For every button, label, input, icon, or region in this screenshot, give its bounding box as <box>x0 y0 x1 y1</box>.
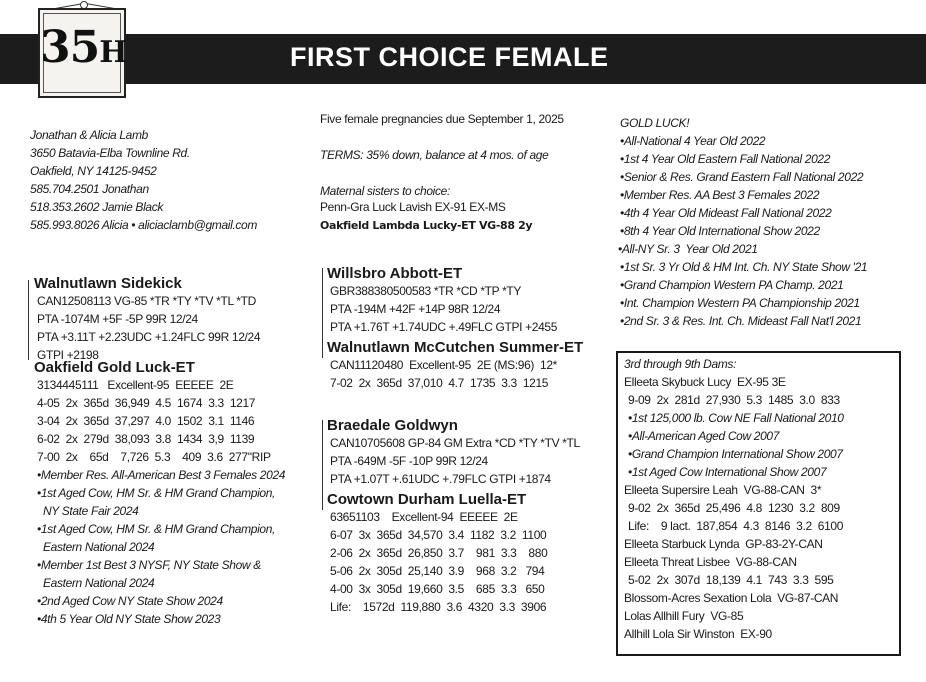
dam-honor: Eastern National 2024 <box>37 540 155 554</box>
gold-luck-honor: •4th 4 Year Old Mideast Fall National 2022 <box>620 206 832 220</box>
pregnancies-note: Five female pregnancies due September 1, 2025 <box>320 112 564 126</box>
dam-honor: •1st Aged Cow, HM Sr. & HM Grand Champion, <box>37 486 276 500</box>
dam-line: 7-00 2x 65d 7,726 5.3 409 3.6 277"RIP <box>37 450 271 464</box>
sire-line: PTA +3.11T +2.23UDC +1.24FLC 99R 12/24 <box>37 330 261 344</box>
abbott-bracket <box>322 268 323 358</box>
consignor-address: 3650 Batavia-Elba Townline Rd. <box>30 146 190 160</box>
goldwyn-line: CAN10705608 GP-84 GM Extra *CD *TY *TV *TL <box>330 436 580 450</box>
sire-line: PTA -1074M +5F -5P 99R 12/24 <box>37 312 198 326</box>
goldwyn-bracket <box>322 420 323 510</box>
lot-number-digits: 35 <box>40 22 100 73</box>
dams-line: Elleeta Starbuck Lynda GP-83-2Y-CAN <box>624 537 823 551</box>
dam-line: 3134445111 Excellent-95 EEEEE 2E <box>37 378 234 392</box>
lot-number <box>40 22 127 73</box>
consignor-phone-1: 585.704.2501 Jonathan <box>30 182 149 196</box>
dams-line: Lolas Allhill Fury VG-85 <box>624 609 744 623</box>
dams-line: Allhill Lola Sir Winston EX-90 <box>624 627 772 641</box>
dams-line: •1st Aged Cow International Show 2007 <box>628 465 827 479</box>
abbott-line: PTA -194M +42F +14P 98R 12/24 <box>330 302 501 316</box>
dam-name: Oakfield Gold Luck-ET <box>34 359 195 376</box>
abbott-line: GBR388380500583 *TR *CD *TP *TY <box>330 284 522 298</box>
summer-line: CAN11120480 Excellent-95 2E (MS:96) 12* <box>330 358 557 372</box>
sire-line: GTPI +2198 <box>37 348 99 362</box>
gold-luck-honor: •All-NY Sr. 3 Year Old 2021 <box>618 242 758 256</box>
consignor-phone-3: 585.993.8026 Alicia • aliciaclamb@gmail.com <box>30 218 258 232</box>
luella-line: 5-06 2x 305d 25,140 3.9 968 3.2 794 <box>330 564 545 578</box>
dam-line: 3-04 2x 365d 37,297 4.0 1502 3.1 1146 <box>37 414 255 428</box>
dams-line: 9-09 2x 281d 27,930 5.3 1485 3.0 833 <box>628 393 840 407</box>
dams-line: •Grand Champion International Show 2007 <box>628 447 843 461</box>
sire-bracket <box>28 280 29 360</box>
dams-line: 9-02 2x 365d 25,496 4.8 1230 3.2 809 <box>628 501 840 515</box>
dam-honor: •2nd Aged Cow NY State Show 2024 <box>37 594 223 608</box>
consignor-name: Jonathan & Alicia Lamb <box>30 128 148 142</box>
dam-honor: NY State Fair 2024 <box>37 504 139 518</box>
dam-honor: •Member 1st Best 3 NYSF, NY State Show & <box>37 558 261 572</box>
luella-line: 6-07 3x 365d 34,570 3.4 1182 3.2 1100 <box>330 528 547 542</box>
gold-luck-honor: •2nd Sr. 3 & Res. Int. Ch. Mideast Fall Nat'l 2021 <box>620 314 862 328</box>
sire-name: Walnutlawn Sidekick <box>34 275 182 292</box>
luella-line: 2-06 2x 365d 26,850 3.7 981 3.3 880 <box>330 546 548 560</box>
dams-line: Blossom-Acres Sexation Lola VG-87-CAN <box>624 591 839 605</box>
gold-luck-honor: •Senior & Res. Grand Eastern Fall National 2022 <box>620 170 864 184</box>
luella-line: Life: 1572d 119,880 3.6 4320 3.3 3906 <box>330 600 547 614</box>
dams-line: Elleeta Threat Lisbee VG-88-CAN <box>624 555 797 569</box>
abbott-line: PTA +1.76T +1.74UDC +.49FLC GTPI +2455 <box>330 320 558 334</box>
gold-luck-honor: •Grand Champion Western PA Champ. 2021 <box>620 278 844 292</box>
dam-honor: •4th 5 Year Old NY State Show 2023 <box>37 612 221 626</box>
consignor-phone-2: 518.353.2602 Jamie Black <box>30 200 164 214</box>
dam-honor: •1st Aged Cow, HM Sr. & HM Grand Champion, <box>37 522 276 536</box>
dams-line: •All-American Aged Cow 2007 <box>628 429 780 443</box>
terms-note: TERMS: 35% down, balance at 4 mos. of age <box>320 148 549 162</box>
goldwyn-line: PTA +1.07T +.61UDC +.79FLC GTPI +1874 <box>330 472 551 486</box>
maternal-sister-2: Oakfield Lambda Lucky-ET VG-88 2y <box>320 219 533 232</box>
gold-luck-honor: •Int. Champion Western PA Championship 2021 <box>620 296 860 310</box>
page-title: FIRST CHOICE FEMALE <box>290 42 609 72</box>
lot-tag <box>38 8 126 98</box>
dam-line: 4-05 2x 365d 36,949 4.5 1674 3.3 1217 <box>37 396 256 410</box>
maternal-sister-1: Penn-Gra Luck Lavish EX-91 EX-MS <box>320 200 506 214</box>
dams-line: Elleeta Skybuck Lucy EX-95 3E <box>624 375 786 389</box>
gold-luck-honor: •1st 4 Year Old Eastern Fall National 2022 <box>620 152 831 166</box>
dam-honor: •Member Res. All-American Best 3 Females 2024 <box>37 468 286 482</box>
gold-luck-honor: •1st Sr. 3 Yr Old & HM Int. Ch. NY State Show '21 <box>620 260 868 274</box>
gold-luck-honor: •8th 4 Year Old International Show 2022 <box>620 224 820 238</box>
dams-heading: 3rd through 9th Dams: <box>624 357 737 371</box>
sire-line: CAN12508113 VG-85 *TR *TY *TV *TL *TD <box>37 294 256 308</box>
dam-honor: Eastern National 2024 <box>37 576 155 590</box>
goldwyn-name: Braedale Goldwyn <box>327 417 458 434</box>
summer-name: Walnutlawn McCutchen Summer-ET <box>327 339 584 356</box>
luella-line: 63651103 Excellent-94 EEEEE 2E <box>330 510 518 524</box>
gold-luck-heading: GOLD LUCK! <box>620 116 690 130</box>
lot-number-suffix: H <box>99 35 127 70</box>
maternal-sisters-heading: Maternal sisters to choice: <box>320 184 450 198</box>
dam-line: 6-02 2x 279d 38,093 3.8 1434 3,9 1139 <box>37 432 255 446</box>
luella-name: Cowtown Durham Luella-ET <box>327 491 527 508</box>
abbott-name: Willsbro Abbott-ET <box>327 265 463 282</box>
dams-line: Life: 9 lact. 187,854 4.3 8146 3.2 6100 <box>628 519 844 533</box>
dams-line: 5-02 2x 307d 18,139 4.1 743 3.3 595 <box>628 573 834 587</box>
luella-line: 4-00 3x 305d 19,660 3.5 685 3.3 650 <box>330 582 545 596</box>
gold-luck-honor: •All-National 4 Year Old 2022 <box>620 134 766 148</box>
dams-line: Elleeta Supersire Leah VG-88-CAN 3* <box>624 483 822 497</box>
dams-line: •1st 125,000 lb. Cow NE Fall National 2010 <box>628 411 844 425</box>
consignor-city: Oakfield, NY 14125-9452 <box>30 164 157 178</box>
gold-luck-honor: •Member Res. AA Best 3 Females 2022 <box>620 188 820 202</box>
summer-line: 7-02 2x 365d 37,010 4.7 1735 3.3 1215 <box>330 376 549 390</box>
goldwyn-line: PTA -649M -5F -10P 99R 12/24 <box>330 454 488 468</box>
